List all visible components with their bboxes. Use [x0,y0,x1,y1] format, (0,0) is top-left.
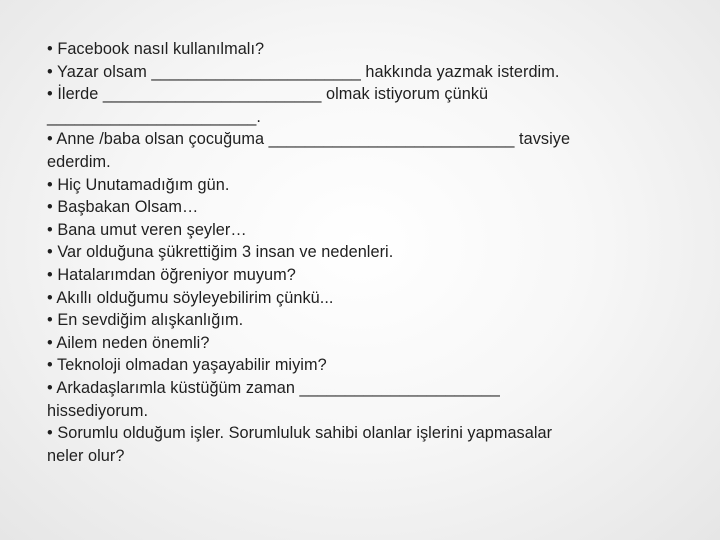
text-line-umut: • Bana umut veren şeyler… [47,220,247,239]
text-line-ailem: • Ailem neden önemli? [47,333,210,352]
text-line-unutamadigim-gun: • Hiç Unutamadığım gün. [47,175,230,194]
text-line-sorumlu-continued: neler olur? [47,446,125,465]
text-line-sorumlu: • Sorumlu olduğum işler. Sorumluluk sahibi olanlar işlerini yapmasalar [47,424,553,443]
text-line-arkadaslar-continued: hissediyorum. [47,401,149,420]
text-line-facebook: • Facebook nasıl kullanılmalı? [47,40,265,58]
text-line-akilli: • Akıllı olduğumu söyleyebilirim çünkü... [47,288,334,307]
text-line-ilerde: • İlerde ________________________ olmak istiyorum çünkü [47,85,489,104]
text-line-hatalar: • Hatalarımdan öğreniyor muyum? [47,265,296,284]
text-line-basbakan: • Başbakan Olsam… [47,198,199,217]
text-line-yazar: • Yazar olsam _______________________ hakkında yazmak isterdim. [47,62,560,81]
text-line-anne-baba-continued: ederdim. [47,152,111,171]
text-line-teknoloji: • Teknoloji olmadan yaşayabilir miyim? [47,356,327,375]
text-line-ilerde-continued: _______________________. [47,107,261,126]
prompt-list [47,38,667,467]
text-line-sukrettigim: • Var olduğuna şükrettiğim 3 insan ve nedenleri. [47,243,394,262]
text-line-anne-baba: • Anne /baba olsan çocuğuma ___________________________ tavsiye [47,130,571,149]
text-line-arkadaslar: • Arkadaşlarımla küstüğüm zaman ______________________ [47,378,500,397]
text-line-aliskanlik: • En sevdiğim alışkanlığım. [47,311,244,330]
